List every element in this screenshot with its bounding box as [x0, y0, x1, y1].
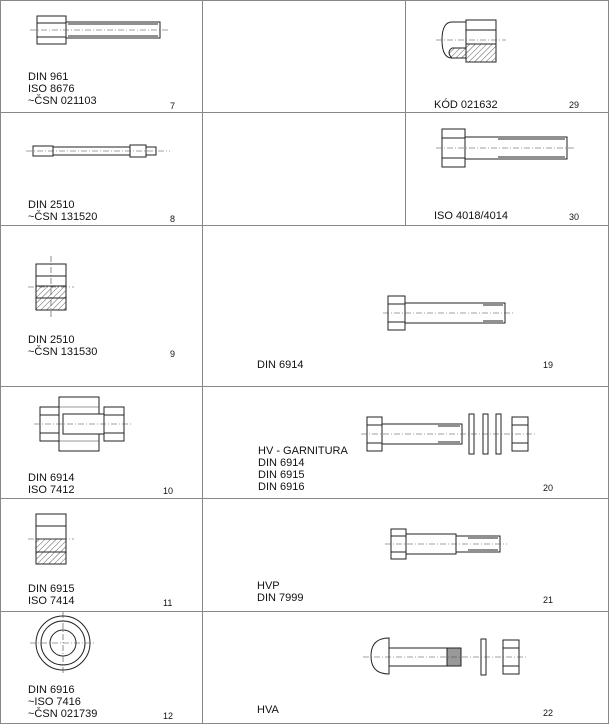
standard-label: HVP DIN 7999 [257, 580, 304, 604]
item-number: 21 [543, 595, 554, 605]
catalog-cell-11 [0, 499, 203, 612]
item-number: 9 [170, 349, 176, 359]
item-number: 11 [163, 598, 173, 608]
hex-nut-section-icon [0, 226, 203, 387]
catalog-cell-empty-2 [203, 113, 406, 226]
catalog-cell-21 [203, 499, 609, 612]
catalog-cell-29 [406, 0, 609, 113]
standard-label: DIN 6915 ISO 7414 [28, 583, 75, 607]
standard-label: DIN 2510 ~ČSN 131520 [28, 199, 98, 223]
standard-label: DIN 6914 [257, 359, 304, 371]
standard-label: ISO 4018/4014 [434, 210, 509, 222]
catalog-cell-30 [406, 113, 609, 226]
catalog-cell-22 [203, 612, 609, 724]
standard-label: HVA [257, 704, 279, 716]
item-number: 29 [569, 100, 580, 110]
standard-label: DIN 2510 ~ČSN 131530 [28, 334, 98, 358]
catalog-cell-20 [203, 387, 609, 499]
item-number: 8 [170, 214, 176, 224]
item-number: 30 [569, 212, 580, 222]
item-number: 20 [543, 483, 554, 493]
item-number: 12 [163, 711, 174, 721]
catalog-cell-8 [0, 113, 203, 226]
catalog-cell-7 [0, 0, 203, 113]
standard-label: KÓD 021632 [434, 99, 498, 111]
standard-label: DIN 6916 ~ISO 7416 ~ČSN 021739 [28, 684, 98, 720]
catalog-cell-9 [0, 226, 203, 387]
catalog-cell-10 [0, 387, 203, 499]
standard-label: HV - GARNITURA DIN 6914 DIN 6915 DIN 6916 [258, 445, 348, 493]
cap-nut-icon [406, 0, 609, 113]
standard-label: DIN 6914 ISO 7412 [28, 472, 75, 496]
standard-label: DIN 961 ISO 8676 ~ČSN 021103 [28, 71, 97, 107]
catalog-cell-19 [203, 226, 609, 387]
catalog-cell-empty-1 [203, 0, 406, 113]
item-number: 10 [163, 486, 174, 496]
item-number: 22 [543, 708, 554, 718]
item-number: 7 [170, 101, 176, 111]
catalog-cell-12 [0, 612, 203, 724]
item-number: 19 [543, 360, 554, 370]
